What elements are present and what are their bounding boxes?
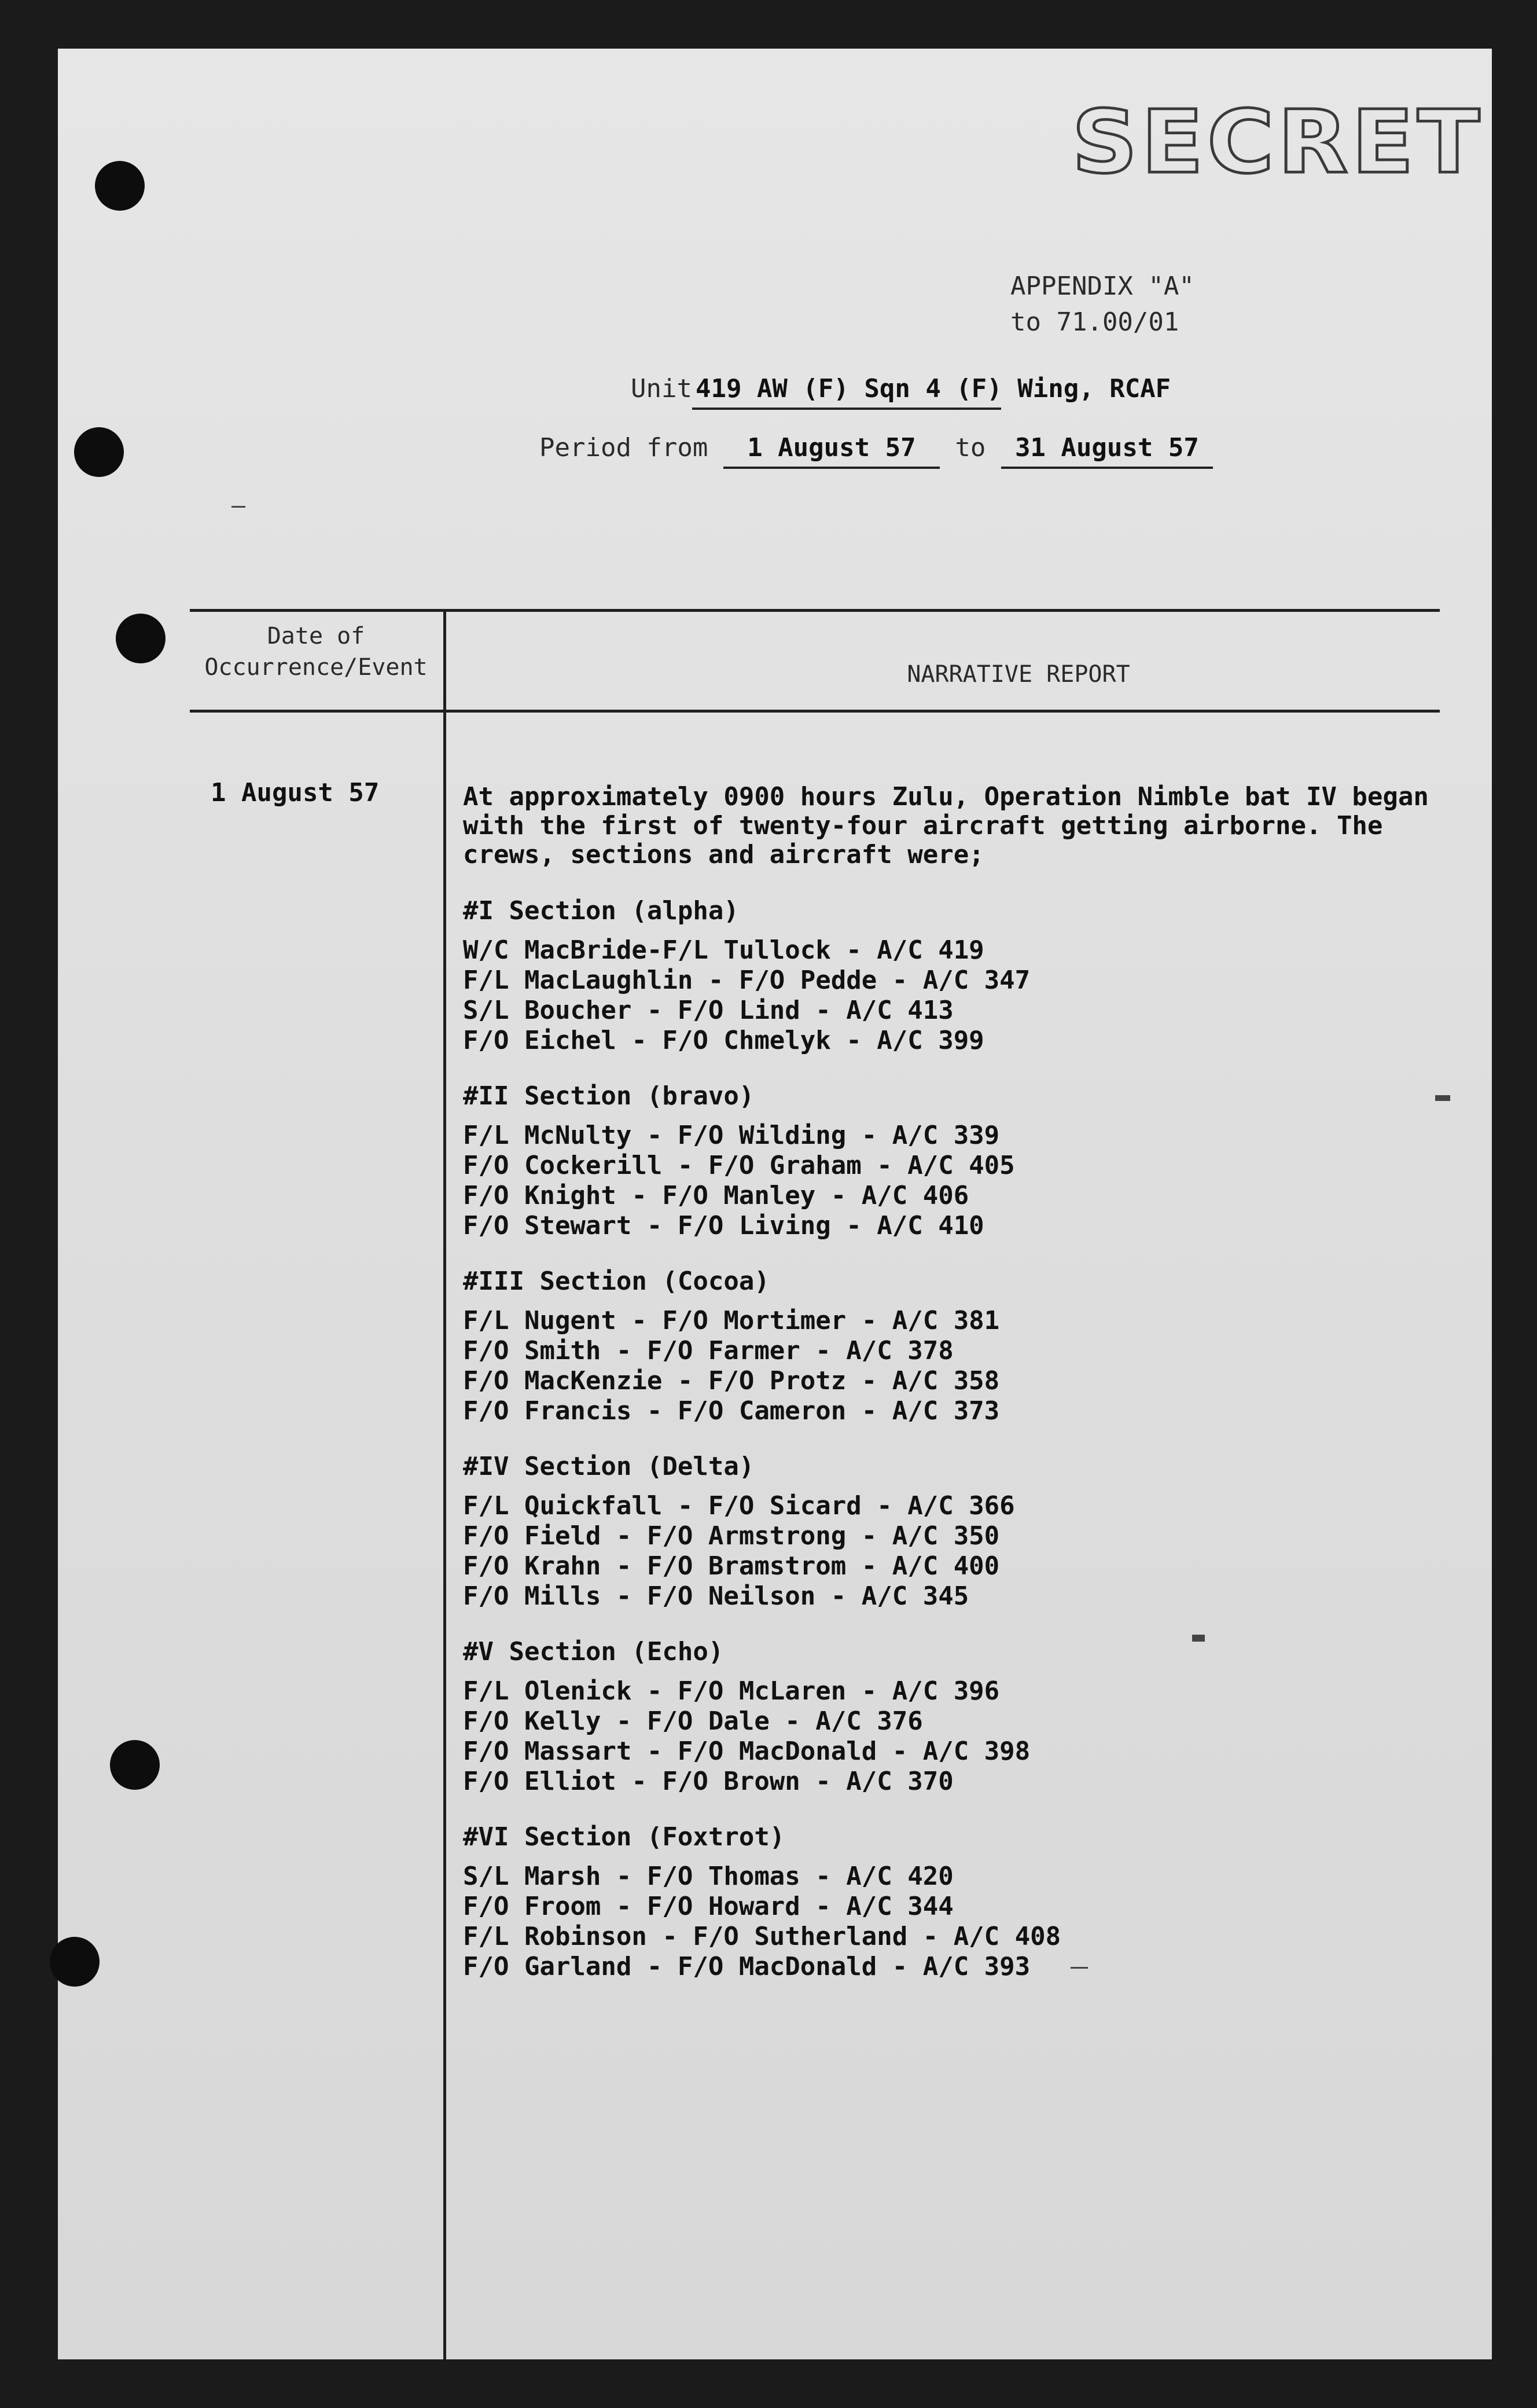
narrative-intro: At approximately 0900 hours Zulu, Operation Nimble bat IV began with the first of twenty-four aircraft getting airborne. The crews, sections and aircraft were; [463,782,1429,869]
secret-stamp: SECRET [1072,91,1484,193]
date-header-line1: Date of [267,623,365,649]
crew-line: F/L McNulty - F/O Wilding - A/C 339 [463,1121,1000,1150]
crew-line: F/O Garland - F/O MacDonald - A/C 393 [463,1952,1031,1981]
section-title: #I Section (alpha) [463,896,739,926]
crew-line: W/C MacBride-F/L Tullock - A/C 419 [463,935,984,965]
section-block [463,1451,1481,1612]
stray-mark [231,506,245,508]
unit-label: Unit [631,374,692,403]
section-title: #V Section (Echo) [463,1637,724,1666]
appendix-reference [1010,269,1194,340]
date-header-line2: Occurrence/Event [204,654,428,681]
crew-line: F/O Eichel - F/O Chmelyk - A/C 399 [463,1026,984,1055]
crew-line: F/L Quickfall - F/O Sicard - A/C 366 [463,1491,1015,1521]
period-to-label: to [955,433,986,462]
period-to: 31 August 57 [1001,431,1213,469]
punch-hole [95,161,145,211]
entry-date: 1 August 57 [211,778,380,807]
stray-mark [1071,1967,1088,1969]
crew-line: F/L Olenick - F/O McLaren - A/C 396 [463,1676,1000,1706]
period-line [539,431,1213,469]
period-from: 1 August 57 [723,431,940,469]
narrative-report [463,783,1481,2006]
crew-line: F/O Kelly - F/O Dale - A/C 376 [463,1706,923,1736]
period-label: Period from [539,433,708,462]
appendix-title: APPENDIX "A" [1010,271,1194,301]
document-page [58,49,1492,2359]
punch-hole [74,427,124,477]
appendix-ref: to 71.00/01 [1010,307,1179,337]
crew-line: F/O Stewart - F/O Living - A/C 410 [463,1211,984,1240]
section-block [463,1265,1481,1426]
narrative-column-header [880,659,1157,690]
stray-mark [1435,1095,1450,1101]
punch-hole [116,614,166,663]
crew-line: F/O Cockerill - F/O Graham - A/C 405 [463,1151,1015,1180]
unit-line [631,372,1171,410]
crew-line: F/O Krahn - F/O Bramstrom - A/C 400 [463,1551,1000,1581]
section-block [463,1636,1481,1797]
date-column-header [194,621,437,683]
section-title: #III Section (Cocoa) [463,1267,770,1296]
table-header-rule [190,710,1440,713]
section-title: #VI Section (Foxtrot) [463,1822,785,1852]
crew-line: F/O Francis - F/O Cameron - A/C 373 [463,1396,1000,1426]
crew-line: S/L Boucher - F/O Lind - A/C 413 [463,996,954,1025]
section-block [463,895,1481,1056]
unit-value: 419 AW (F) Sqn 4 (F) Wing, RCAF [692,372,1001,410]
stray-mark [1192,1635,1205,1642]
crew-line: F/O Knight - F/O Manley - A/C 406 [463,1181,969,1210]
section-block [463,1080,1481,1241]
punch-hole [110,1740,160,1790]
narrative-header: NARRATIVE REPORT [907,661,1130,688]
crew-line: F/O Field - F/O Armstrong - A/C 350 [463,1521,1000,1551]
crew-line: F/O MacKenzie - F/O Protz - A/C 358 [463,1366,1000,1396]
crew-line: S/L Marsh - F/O Thomas - A/C 420 [463,1862,954,1891]
section-title: #IV Section (Delta) [463,1452,755,1481]
table-top-rule [190,609,1440,612]
crew-line: F/O Mills - F/O Neilson - A/C 345 [463,1581,969,1611]
crew-line: F/L Nugent - F/O Mortimer - A/C 381 [463,1306,1000,1335]
crew-line: F/O Massart - F/O MacDonald - A/C 398 [463,1737,1031,1766]
column-divider [443,609,446,2359]
crew-line: F/L MacLaughlin - F/O Pedde - A/C 347 [463,966,1031,995]
crew-line: F/O Elliot - F/O Brown - A/C 370 [463,1767,954,1796]
crew-line: F/L Robinson - F/O Sutherland - A/C 408 [463,1922,1061,1951]
section-title: #II Section (bravo) [463,1081,755,1111]
punch-hole [50,1937,100,1987]
crew-line: F/O Smith - F/O Farmer - A/C 378 [463,1336,954,1365]
crew-line: F/O Froom - F/O Howard - A/C 344 [463,1892,954,1921]
section-block [463,1821,1481,1982]
